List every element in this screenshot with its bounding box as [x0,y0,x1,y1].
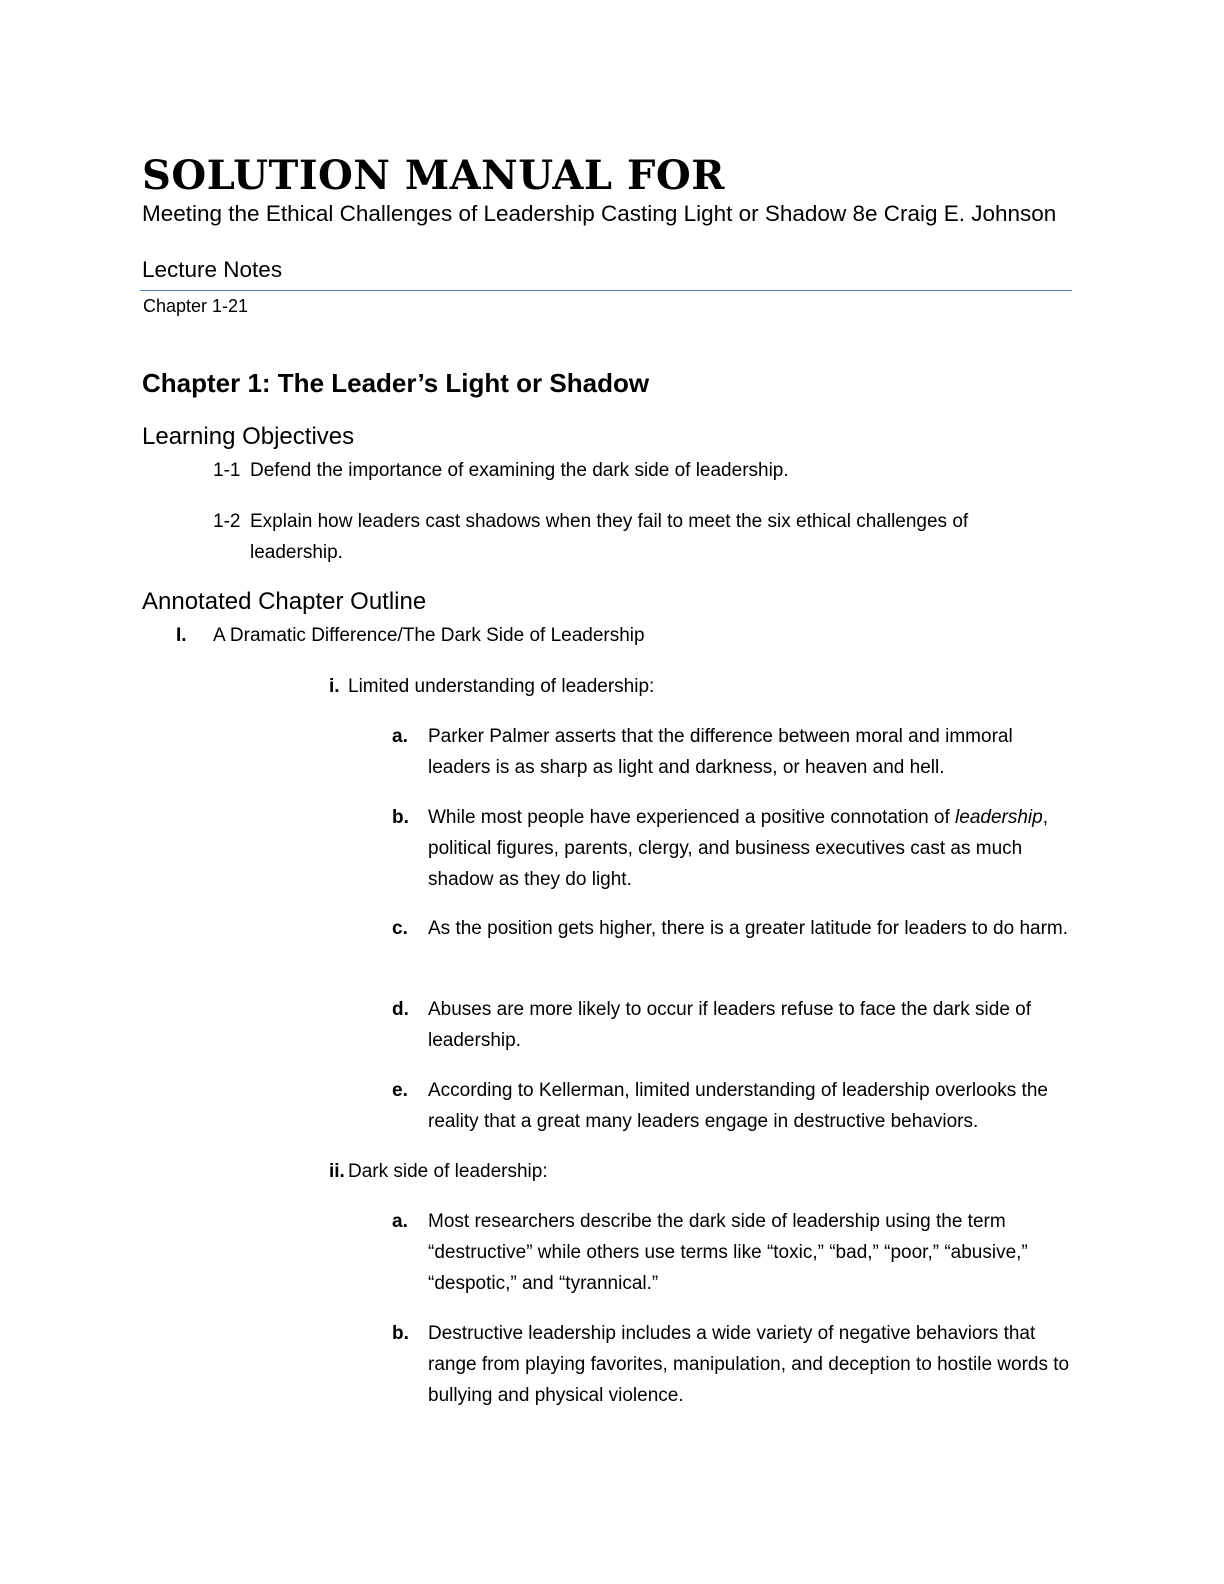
outline-text: Destructive leadership includes a wide variety of negative behaviors that range from playing favorites, manipulation, and deception to hostile words to bullying and physical violence. [428,1323,1070,1406]
outline-heading: Annotated Chapter Outline [142,588,427,615]
objective-text: Defend the importance of examining the dark side of leadership. [250,460,789,481]
outline-label: b. [392,807,409,828]
outline-text: According to Kellerman, limited understanding of leadership overlooks the reality that a great many leaders engage in destructive behaviors. [428,1080,1048,1132]
objective-number: 1-2 [213,511,241,532]
objective-number: 1-1 [213,460,241,481]
outline-label: b. [392,1323,409,1344]
outline-text: As the position gets higher, there is a greater latitude for leaders to do harm. [428,918,1069,939]
banner-title: SOLUTION MANUAL FOR [142,152,725,199]
outline-label: e. [392,1080,408,1101]
header-divider [140,290,1072,291]
outline-label: a. [392,1211,408,1232]
chapter-title: Chapter 1: The Leader’s Light or Shadow [142,368,650,398]
outline-text: Parker Palmer asserts that the difference between moral and immoral leaders is as sharp as light and darkness, or heaven and hell. [428,726,1013,778]
book-subtitle: Meeting the Ethical Challenges of Leadership Casting Light or Shadow 8e Craig E. Johnson [142,201,1057,226]
outline-label: ii. [329,1161,345,1182]
outline-label: d. [392,999,409,1020]
outline-text: Dark side of leadership: [348,1161,548,1182]
outline-text-pre: While most people have experienced a positive connotation of [428,807,956,828]
outline-text: Abuses are more likely to occur if leaders refuse to face the dark side of leadership. [428,999,1032,1051]
outline-text: Limited understanding of leadership: [348,676,655,697]
outline-text-emphasis: leadership [955,807,1043,828]
outline-text: A Dramatic Difference/The Dark Side of Leadership [213,625,645,646]
learning-objectives-heading: Learning Objectives [142,423,355,450]
outline-text [428,802,1072,895]
lecture-notes-label: Lecture Notes [142,257,283,282]
objective-text: Explain how leaders cast shadows when they fail to meet the six ethical challenges of leadership. [250,511,969,563]
outline-label: i. [329,676,340,697]
outline-label: c. [392,918,408,939]
outline-text-post: , political figures, parents, clergy, and business executives cast as much shadow as they do light. [428,807,1048,890]
outline-label: I. [176,625,187,646]
outline-text: Most researchers describe the dark side of leadership using the term “destructive” while others use terms like “toxic,” “bad,” “poor,” “abusive,” “despotic,” and “tyrannical.” [428,1211,1028,1294]
chapter-range: Chapter 1-21 [143,296,249,316]
outline-label: a. [392,726,408,747]
